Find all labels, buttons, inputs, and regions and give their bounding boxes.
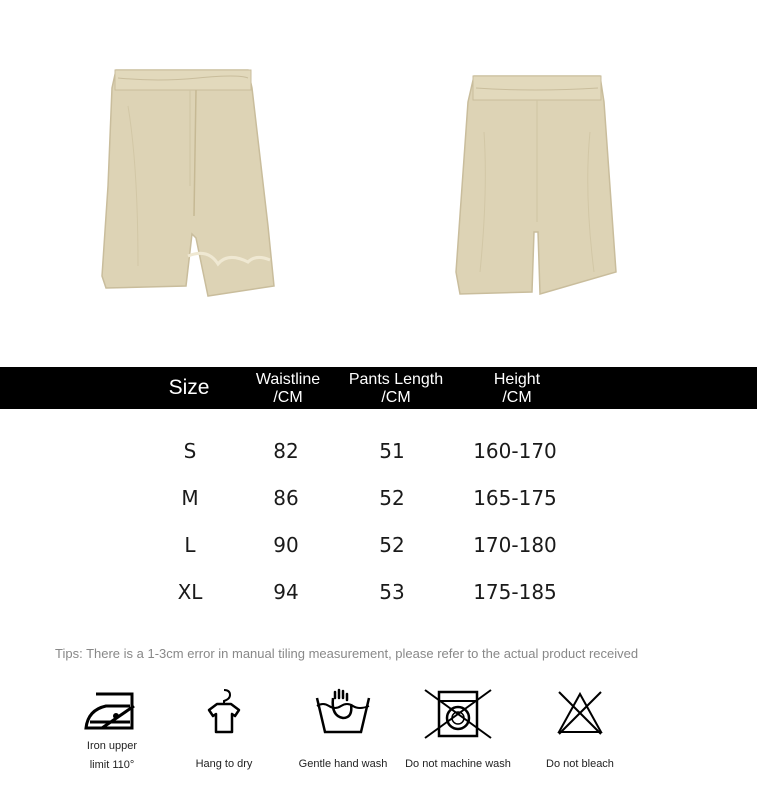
care-no-machine-wash: Do not machine wash [398, 688, 518, 774]
care-iron: Iron upper limit 110° [72, 688, 152, 774]
care-hand-wash: Gentle hand wash [292, 688, 394, 774]
shorts-back-image [454, 72, 620, 298]
cell-size: S [183, 439, 197, 463]
hanger-icon [199, 688, 249, 736]
table-row [0, 577, 757, 607]
table-row [0, 483, 757, 513]
cell-size: L [184, 533, 196, 557]
header-size: Size [168, 376, 210, 399]
size-table-header [0, 367, 757, 409]
header-waistline: Waistline /CM [255, 371, 321, 406]
no-machine-wash-icon [423, 688, 493, 740]
header-height: Height /CM [493, 371, 541, 406]
measurement-tip: Tips: There is a 1-3cm error in manual tiling measurement, please refer to the actual product received [55, 646, 639, 661]
cell-waist: 90 [273, 533, 299, 557]
iron-icon [82, 688, 142, 736]
cell-waist: 94 [273, 580, 299, 604]
cell-size: XL [177, 580, 203, 604]
cell-height: 165-175 [473, 486, 557, 510]
cell-length: 52 [379, 486, 405, 510]
cell-size: M [181, 486, 199, 510]
table-row [0, 436, 757, 466]
cell-length: 53 [379, 580, 405, 604]
cell-height: 170-180 [473, 533, 557, 557]
header-pants-length: Pants Length /CM [348, 371, 444, 406]
cell-height: 175-185 [473, 580, 557, 604]
care-hang-dry: Hang to dry [182, 688, 266, 774]
hand-wash-icon [313, 688, 373, 736]
cell-height: 160-170 [473, 439, 557, 463]
cell-waist: 86 [273, 486, 299, 510]
care-no-bleach: Do not bleach [536, 688, 624, 774]
shorts-front-image [98, 66, 288, 298]
no-bleach-icon [555, 688, 605, 738]
cell-length: 51 [379, 439, 405, 463]
cell-length: 52 [379, 533, 405, 557]
cell-waist: 82 [273, 439, 299, 463]
table-row [0, 530, 757, 560]
